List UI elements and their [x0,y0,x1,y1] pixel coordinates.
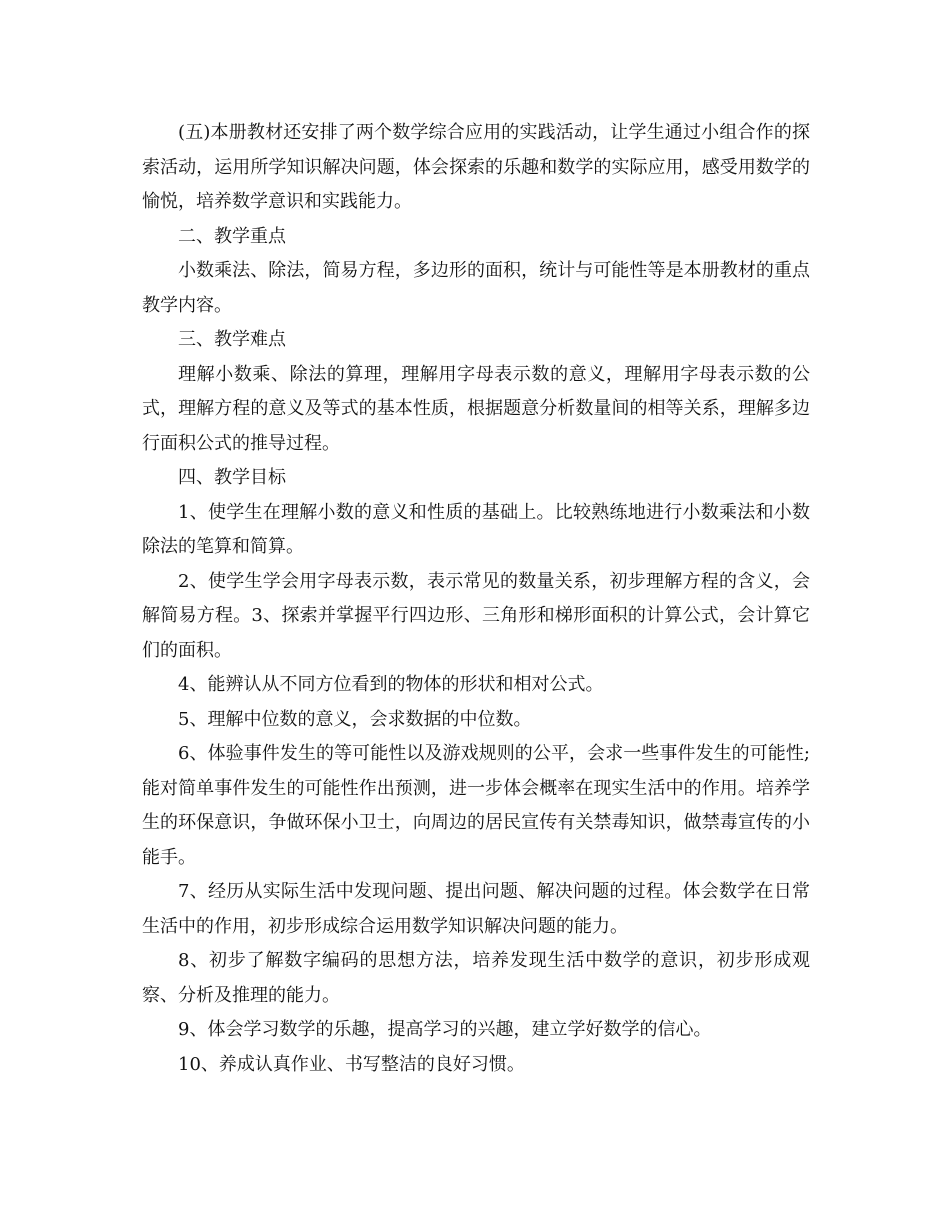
document-page [142,116,810,1082]
goal-item-2-3: 2、使学生学会用字母表示数，表示常见的数量关系，初步理解方程的含义，会解简易方程。3、探索并掌握平行四边形、三角形和梯形面积的计算公式，会计算它们的面积。 [142,570,810,661]
heading-teaching-focus: 二、教学重点 [178,225,286,247]
goal-item-7: 7、经历从实际生活中发现问题、提出问题、解决问题的过程。体会数学在日常生活中的作用，初步形成综合运用数学知识解决问题的能力。 [142,881,810,937]
paragraph-practice-activities: (五)本册教材还安排了两个数学综合应用的实践活动，让学生通过小组合作的探索活动，运用所学知识解决问题，体会探索的乐趣和数学的实际应用，感受用数学的愉悦，培养数学意识和实践能力。 [142,122,810,212]
paragraph-teaching-difficulties: 理解小数乘、除法的算理，理解用字母表示数的意义，理解用字母表示数的公式，理解方程的意义及等式的基本性质，根据题意分析数量间的相等关系，理解多边行面积公式的推导过程。 [142,363,810,454]
paragraph-teaching-focus: 小数乘法、除法，简易方程，多边形的面积，统计与可能性等是本册教材的重点教学内容。 [142,260,810,316]
goal-item-4: 4、能辨认从不同方位看到的物体的形状和相对公式。 [178,674,604,695]
goal-item-1: 1、使学生在理解小数的意义和性质的基础上。比较熟练地进行小数乘法和小数除法的笔算和简算。 [142,501,810,557]
goal-item-5: 5、理解中位数的意义，会求数据的中位数。 [178,708,532,730]
goal-item-6: 6、体验事件发生的等可能性以及游戏规则的公平，会求一些事件发生的可能性;能对简单事件发生的可能性作出预测，进一步体会概率在现实生活中的作用。培养学生的环保意识，争做环保小卫士，向周边的居民宣传有关禁毒知识，做禁毒宣传的小能手。 [142,743,810,868]
goal-item-10: 10、养成认真作业、书写整洁的良好习惯。 [178,1053,525,1075]
goal-item-9: 9、体会学习数学的乐趣，提高学习的兴趣，建立学好数学的信心。 [178,1019,712,1040]
goal-item-8: 8、初步了解数字编码的思想方法，培养发现生活中数学的意识，初步形成观察、分析及推理的能力。 [142,950,810,1006]
heading-teaching-goals: 四、教学目标 [178,467,286,488]
heading-teaching-difficulties: 三、教学难点 [178,329,286,350]
